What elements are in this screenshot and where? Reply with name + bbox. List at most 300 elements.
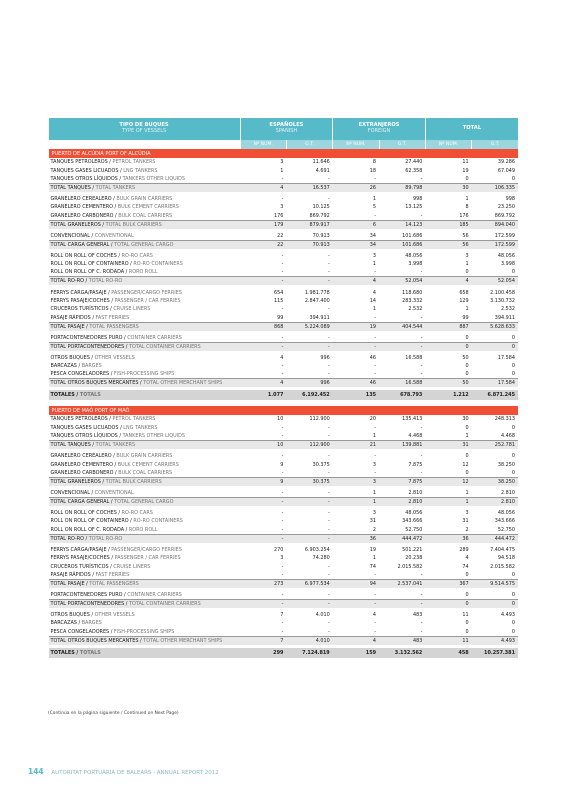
row-label: FERRYS PASAJE/COCHES / PASSENGER / CAR FERRIES (50, 555, 181, 562)
cell-value: 10.125 (312, 204, 330, 211)
row-label: PASAJE RÁPIDOS / FAST FERRIES (50, 571, 130, 578)
cell-value: 18 (369, 167, 377, 174)
table-row (49, 571, 519, 580)
label-es: CRUCEROS TURÍSTICOS (50, 306, 109, 313)
cell-value: 19 (462, 167, 469, 174)
label-es: ROLL ON ROLL OF C. RODADA (50, 269, 125, 276)
cell-value: 2.810 (379, 497, 425, 506)
cell-value: 4.493 (472, 636, 518, 645)
cell-value: 48.056 (497, 252, 515, 259)
cell-value: - (327, 489, 330, 496)
cell-value: - (374, 424, 377, 431)
cell-value: - (374, 371, 377, 378)
cell-value: 289 (459, 546, 469, 553)
row-label: PORTACONTENEDORES PURO / CONTAINER CARRIERS (50, 334, 182, 341)
cell-value: 0 (465, 334, 469, 341)
cell-value: 273 (240, 579, 286, 588)
table-row (49, 195, 519, 203)
subtotal-row (49, 579, 519, 588)
cell-value: 0 (465, 424, 469, 431)
row-label: CRUCEROS TURÍSTICOS / CRUISE LINERS (50, 563, 151, 570)
label-en: TANKERS OTHER LIQUIDS (122, 175, 185, 182)
label-es: TOTALES (50, 649, 75, 656)
cell-value: 658 (459, 289, 469, 296)
cell-value: 2.532 (500, 306, 515, 313)
col-num: Nº NUM. (333, 140, 379, 149)
cell-value: 50 (462, 354, 469, 361)
cell-value: 67.049 (497, 167, 515, 174)
row-label: TANQUES PETROLEROS / PETROL TANKERS (50, 416, 156, 423)
cell-value: - (327, 628, 330, 635)
cell-value: 501.221 (402, 546, 423, 553)
section-title: PUERTO DE ALCÚDIA PORT OF ALCÚDIA (49, 149, 519, 158)
cell-value: - (374, 628, 377, 635)
cell-value: - (281, 571, 284, 578)
cell-value: 1.981.778 (304, 289, 330, 296)
label-es: PASAJE RÁPIDOS (50, 314, 91, 321)
label-en: CRUISE LINERS (113, 306, 151, 313)
row-label: TOTAL CARGA GENERAL / TOTAL GENERAL CARGO (49, 497, 241, 506)
cell-value: 6.192.452 (286, 390, 332, 400)
cell-value: 19 (333, 322, 379, 331)
cell-value: 869.792 (494, 212, 515, 219)
table-row (49, 619, 519, 627)
row-label: GRANELERO CARBONERO / BULK COAL CARRIERS (50, 212, 173, 219)
label-es: GRANELERO CEREALERO (50, 453, 112, 460)
footer-text: AUTORITAT PORTUÀRIA DE BALEARS · ANNUAL REPORT 2012 (51, 770, 219, 776)
cell-value: 56 (425, 240, 471, 249)
cell-value: 0 (511, 628, 515, 635)
cell-value: 6.871.245 (472, 390, 518, 400)
cell-value: 135.413 (402, 416, 423, 423)
cell-value: 26 (333, 183, 379, 192)
cell-value: 5.628.633 (472, 322, 518, 331)
table-row (49, 415, 519, 423)
cell-value: - (281, 489, 284, 496)
cell-value: 22 (277, 232, 284, 239)
cell-value: 2.532 (408, 306, 423, 313)
label-en: PETROL TANKERS (112, 416, 156, 423)
col-gt: G.T. (286, 140, 332, 149)
cell-value: 879.917 (286, 220, 332, 229)
label-es: TOTALES (50, 392, 75, 399)
label-es: PESCA CONGELADORES (50, 371, 110, 378)
cell-value: - (240, 277, 286, 286)
label-en: RORO ROLL (128, 526, 158, 533)
cell-value: 283.332 (402, 297, 423, 304)
cell-value: 0 (511, 363, 515, 370)
cell-value: 3.998 (500, 261, 515, 268)
cell-value: 3 (372, 252, 377, 259)
label-es: TANQUES PETROLEROS (50, 416, 108, 423)
cell-value: 0 (465, 628, 469, 635)
cell-value: - (420, 371, 423, 378)
table-row (49, 611, 519, 619)
label-es: TANQUES OTROS LÍQUIDOS (50, 175, 118, 182)
label-es: TOTAL TANQUES (50, 442, 91, 449)
cell-value: - (327, 175, 330, 182)
page-footer (28, 767, 219, 776)
cell-value: - (327, 424, 330, 431)
row-label: GRANELERO CEREALERO / BULK GRAIN CARRIERS (50, 453, 173, 460)
row-label: TOTAL PORTACONTENEDORES / TOTAL CONTAINER CARRIERS (49, 342, 241, 351)
subtotal-row (49, 277, 519, 286)
cell-value: 112.900 (286, 441, 332, 450)
row-label: TANQUES PETROLEROS / PETROL TANKERS (50, 159, 156, 166)
cell-value: 16.537 (286, 183, 332, 192)
label-en: TOTAL TANKERS (95, 442, 136, 449)
cell-value: 17.584 (472, 379, 518, 388)
cell-value: - (281, 261, 284, 268)
cell-value: 172.599 (494, 232, 515, 239)
cell-value: 0 (511, 371, 515, 378)
subtotal-row (49, 342, 519, 351)
table-row (49, 424, 519, 432)
label-es: TOTAL PASAJE (50, 580, 85, 587)
cell-value: 4 (372, 612, 377, 618)
cell-value: - (420, 424, 423, 431)
label-es: TOTAL GRANELEROS (50, 478, 101, 485)
cell-value: - (327, 306, 330, 313)
cell-value: 99 (462, 314, 469, 321)
cell-value: 7 (280, 612, 284, 618)
table-row (49, 232, 519, 241)
label-en: OTHER VESSELS (94, 612, 135, 618)
cell-value: 179 (240, 220, 286, 229)
cell-value: 16.588 (405, 354, 423, 361)
cell-value: 46 (333, 379, 379, 388)
label-en: RO-RO CONTAINERS (133, 518, 183, 525)
label-es: OTROS BUQUES (50, 354, 90, 361)
cell-value: - (281, 252, 284, 259)
label-en: TOTAL GENERAL CARGO (114, 241, 174, 248)
cell-value: - (281, 620, 284, 627)
cell-value: 1 (465, 489, 469, 496)
label-en: FISH-PROCESSING SHIPS (113, 371, 175, 378)
cell-value: 14 (369, 297, 377, 304)
cell-value: 4 (372, 289, 377, 296)
cell-value: 1 (372, 489, 377, 496)
label-en: TOTAL PASSENGERS (89, 323, 139, 330)
cell-value: 30 (425, 183, 471, 192)
cell-value: - (281, 371, 284, 378)
cell-value: 172.599 (472, 240, 518, 249)
cell-value: 7.404.475 (490, 546, 515, 553)
subtotal-row (49, 183, 519, 192)
cell-value: - (286, 534, 332, 543)
cell-value: 998 (505, 195, 515, 202)
cell-value: - (379, 342, 425, 351)
cell-value: 444.472 (379, 534, 425, 543)
cell-value: 70.913 (286, 240, 332, 249)
label-en: TOTAL RO-RO (88, 535, 123, 542)
cell-value: 299 (240, 648, 286, 658)
label-es: ROLL ON ROLL OF C. RODADA (50, 526, 125, 533)
cell-value: 1 (280, 167, 284, 174)
subtotal-row (49, 379, 519, 388)
cell-value: 0 (465, 571, 469, 578)
cell-value: 52.054 (472, 277, 518, 286)
label-en: TANKERS OTHER LIQUIDS (122, 433, 185, 440)
cell-value: - (333, 342, 379, 351)
label-es: BARCAZAS (50, 620, 77, 627)
cell-value: 0 (511, 424, 515, 431)
cell-value: 3 (280, 204, 284, 211)
row-label: TOTAL GRANELEROS / TOTAL BULK CARRIERS (49, 220, 241, 229)
label-es: TANQUES GASES LICUADOS (50, 424, 119, 431)
cell-value: 3 (280, 159, 284, 166)
cell-value: 101.686 (379, 240, 425, 249)
table-row (49, 591, 519, 600)
cell-value: 996 (320, 354, 330, 361)
cell-value: 11.646 (312, 159, 330, 166)
row-label: CRUCEROS TURÍSTICOS / CRUISE LINERS (50, 306, 151, 313)
cell-value: 2.537.041 (379, 579, 425, 588)
label-es: CRUCEROS TURÍSTICOS (50, 563, 109, 570)
table-row (49, 432, 519, 441)
label-en: TOTALS (79, 649, 101, 656)
cell-value: - (420, 212, 423, 219)
col-num: Nº NUM. (425, 140, 471, 149)
cell-value: 4 (240, 379, 286, 388)
row-label: PORTACONTENEDORES PURO / CONTAINER CARRIERS (50, 591, 182, 598)
table-row (49, 212, 519, 221)
cell-value: - (327, 334, 330, 341)
cell-value: 185 (425, 220, 471, 229)
label-es: TOTAL OTROS BUQUES MERCANTES (50, 380, 139, 387)
cell-value: - (379, 599, 425, 608)
spanish-header: ESPAÑOLES SPANISH (240, 118, 333, 140)
cell-value: 894.040 (472, 220, 518, 229)
cell-value: 0 (511, 453, 515, 460)
label-es: FERRYS CARGA/PASAJE (50, 546, 107, 553)
cell-value: 7.875 (379, 477, 425, 486)
table-row (49, 628, 519, 637)
label-es: ROLL ON ROLL OF CONTAINERO (50, 518, 129, 525)
cell-value: 38.250 (472, 477, 518, 486)
label-en: PASSENGER / CAR FERRIES (114, 297, 181, 304)
table-row (49, 305, 519, 313)
table-row (49, 469, 519, 478)
type-header: TIPO DE BUQUES TYPE OF VESSELS (49, 118, 241, 140)
cell-value: 6.977.534 (286, 579, 332, 588)
cell-value: 4.010 (315, 612, 330, 618)
cell-value: 5 (372, 204, 377, 211)
cell-value: 10 (240, 441, 286, 450)
cell-value: - (420, 334, 423, 341)
cell-value: - (327, 469, 330, 476)
table-row (49, 166, 519, 174)
cell-value: - (420, 571, 423, 578)
cell-value: - (281, 469, 284, 476)
cell-value: - (281, 510, 284, 517)
row-label: TOTAL TANQUES / TOTAL TANKERS (49, 441, 241, 450)
cell-value: 1 (425, 497, 471, 506)
cell-value: 998 (413, 195, 423, 202)
cell-value: - (281, 591, 284, 598)
label-en: LNG TANKERS (123, 167, 158, 174)
cell-value: 367 (425, 579, 471, 588)
cell-value: 4.468 (500, 433, 515, 440)
cell-value: - (327, 563, 330, 570)
cell-value: - (281, 269, 284, 276)
table-body (49, 149, 519, 658)
row-label: GRANELERO CEMENTERO / BULK CEMENT CARRIERS (50, 461, 179, 468)
cell-value: 0 (465, 269, 469, 276)
table-row (49, 158, 519, 166)
col-gt: G.T. (379, 140, 425, 149)
cell-value: 0 (465, 363, 469, 370)
cell-value: - (327, 433, 330, 440)
col-num: Nº NUM. (240, 140, 286, 149)
cell-value: 868 (240, 322, 286, 331)
subtotal-row (49, 441, 519, 450)
cell-value: 0 (472, 599, 518, 608)
grand-total-row (49, 648, 519, 658)
label-es: GRANELERO CEMENTERO (50, 461, 113, 468)
row-label: TOTAL GRANELEROS / TOTAL BULK CARRIERS (49, 477, 241, 486)
row-label: ROLL ON ROLL OF CONTAINERO / RO-RO CONTAINERS (50, 261, 183, 268)
cell-value: 36 (425, 534, 471, 543)
cell-value: - (327, 620, 330, 627)
label-es: TOTAL GRANELEROS (50, 221, 101, 228)
cell-value: 3 (465, 510, 469, 517)
cell-value: 4 (425, 277, 471, 286)
cell-value: 887 (425, 322, 471, 331)
row-label: TANQUES GASES LICUADOS / LNG TANKERS (50, 424, 158, 431)
cell-value: - (374, 620, 377, 627)
cell-value: - (240, 497, 286, 506)
label-es: TOTAL RO-RO (50, 278, 84, 285)
label-es: GRANELERO CARBONERO (50, 469, 114, 476)
cell-value: 2 (372, 526, 377, 533)
row-label: ROLL ON ROLL OF COCHES / RO-RO CARS (50, 252, 153, 259)
cell-value: 27.440 (405, 159, 423, 166)
label-en: TOTAL GENERAL CARGO (114, 498, 174, 505)
cell-value: 3.132.562 (379, 648, 425, 658)
cell-value: 3.130.732 (490, 297, 515, 304)
cell-value: 7.875 (408, 461, 423, 468)
cell-value: 0 (465, 620, 469, 627)
label-es: TOTAL CARGA GENERAL (50, 241, 110, 248)
row-label: TOTALES / TOTALS (49, 390, 241, 400)
cell-value: - (327, 252, 330, 259)
table-row (49, 509, 519, 517)
table-row (49, 268, 519, 277)
cell-value: 48.056 (405, 510, 423, 517)
label-en: CONTAINER CARRIERS (127, 334, 182, 341)
subtotal-row (49, 636, 519, 645)
row-label: TOTAL PASAJE / TOTAL PASSENGERS (49, 322, 241, 331)
label-en: TOTAL BULK CARRIERS (105, 221, 162, 228)
cell-value: 0 (511, 269, 515, 276)
row-label: ROLL ON ROLL OF C. RODADA / RORO ROLL (50, 526, 158, 533)
label-en: CONTAINER CARRIERS (127, 591, 182, 598)
cell-value: 36 (333, 534, 379, 543)
cell-value: - (420, 591, 423, 598)
table-row (49, 517, 519, 525)
row-label: FERRYS PASAJE/COCHES / PASSENGER / CAR FERRIES (50, 297, 181, 304)
cell-value: 20 (369, 416, 377, 423)
row-label: TOTAL RO-RO / TOTAL RO-RO (49, 534, 241, 543)
section-title: PUERTO DE MAÓ PORT OF MAÓ (49, 406, 519, 415)
cell-value: 8 (465, 204, 469, 211)
cell-value: - (420, 620, 423, 627)
label-en: LNG TANKERS (123, 424, 158, 431)
cell-value: 139.881 (379, 441, 425, 450)
cell-value: - (286, 599, 332, 608)
cell-value: - (281, 526, 284, 533)
label-es: CONVENCIONAL (50, 232, 90, 239)
cell-value: 3 (465, 252, 469, 259)
cell-value: - (333, 599, 379, 608)
label-es: TANQUES PETROLEROS (50, 159, 108, 166)
cell-value: 0 (425, 599, 471, 608)
cell-value: 52.750 (405, 526, 423, 533)
cell-value: 1 (372, 433, 377, 440)
label-en: RO-RO CARS (121, 252, 153, 259)
row-label: GRANELERO CEREALERO / BULK GRAIN CARRIERS (50, 195, 173, 202)
cell-value: 2.015.582 (490, 563, 515, 570)
cell-value: 56 (462, 232, 469, 239)
page-number: 144 (28, 767, 44, 776)
table-row (49, 297, 519, 305)
table-row (49, 334, 519, 343)
row-label: FERRYS CARGA/PASAJE / PASSENGER/CARGO FERRIES (50, 546, 182, 553)
continued-note: (Continúa en la página siguiente / Continued on Next Page) (48, 711, 179, 716)
cell-value: - (281, 518, 284, 525)
cell-value: 4.010 (286, 636, 332, 645)
label-es: ROLL ON ROLL OF COCHES (50, 252, 117, 259)
cell-value: - (374, 269, 377, 276)
cell-value: 70.913 (312, 232, 330, 239)
label-en: FAST FERRIES (95, 314, 130, 321)
cell-value: 252.781 (472, 441, 518, 450)
cell-value: 1 (372, 555, 377, 562)
table-row (49, 460, 519, 468)
cell-value: - (286, 342, 332, 351)
cell-value: 38.250 (497, 461, 515, 468)
row-label: TOTAL CARGA GENERAL / TOTAL GENERAL CARGO (49, 240, 241, 249)
cell-value: 34 (333, 240, 379, 249)
row-label: GRANELERO CARBONERO / BULK COAL CARRIERS (50, 469, 173, 476)
cell-value: - (240, 342, 286, 351)
cell-value: 1 (465, 261, 469, 268)
cell-value: 4 (280, 354, 284, 361)
cell-value: 101.686 (402, 232, 423, 239)
cell-value: 0 (465, 453, 469, 460)
cell-value: 1 (465, 433, 469, 440)
cell-value: 8 (372, 159, 377, 166)
cell-value: 135 (333, 390, 379, 400)
cell-value: 22 (240, 240, 286, 249)
table-row (49, 562, 519, 570)
cell-value: 74 (462, 563, 469, 570)
cell-value: 2.100.458 (490, 289, 515, 296)
cell-value: 9 (240, 477, 286, 486)
section-header (49, 406, 519, 415)
label-en: TOTALS (79, 392, 101, 399)
cell-value: - (374, 453, 377, 460)
cell-value: 31 (462, 518, 469, 525)
label-es: PORTACONTENEDORES PURO (50, 334, 123, 341)
cell-value: 394.911 (309, 314, 330, 321)
cell-value: 20.238 (405, 555, 423, 562)
col-gt: G.T. (472, 140, 518, 149)
cell-value: - (281, 334, 284, 341)
cell-value: 16.588 (379, 379, 425, 388)
cell-value: 996 (286, 379, 332, 388)
